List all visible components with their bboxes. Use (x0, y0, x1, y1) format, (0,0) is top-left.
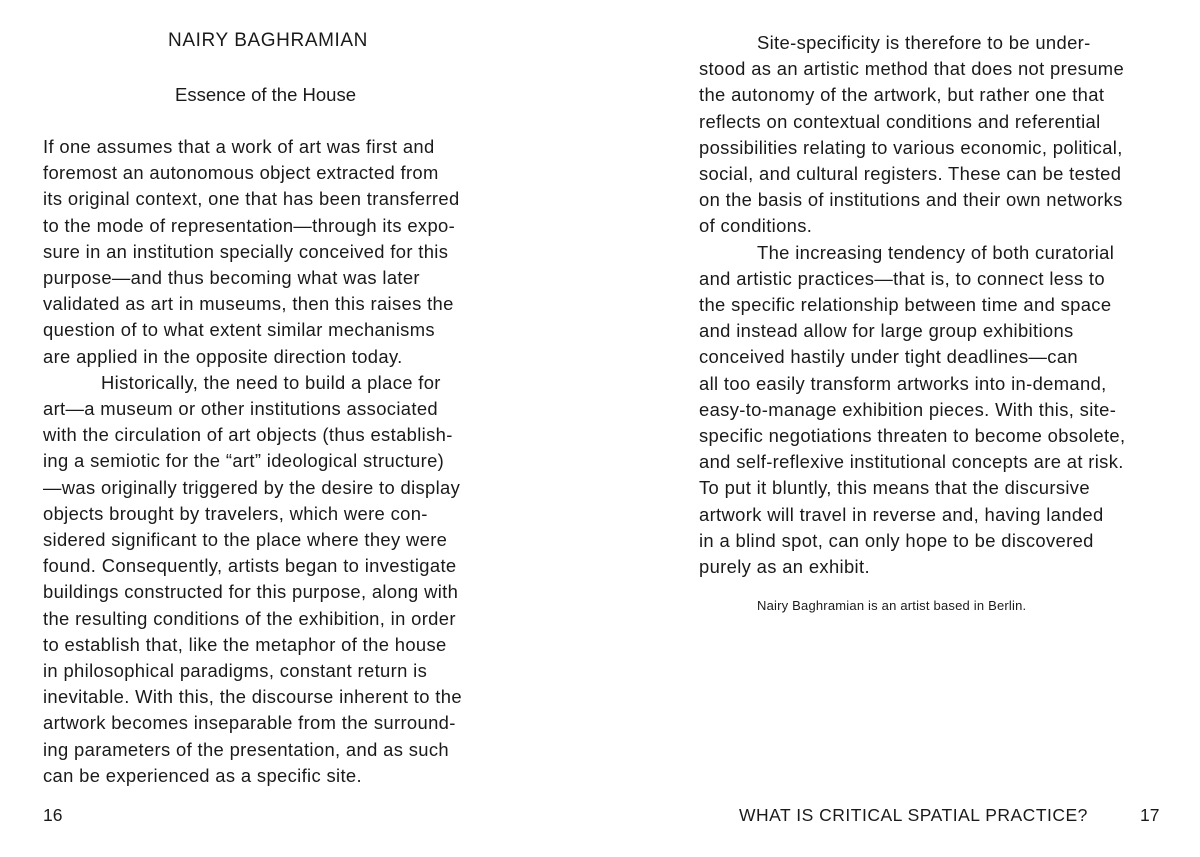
text-line: foremost an autonomous object extracted from (43, 162, 439, 184)
text-line: objects brought by travelers, which were con- (43, 502, 428, 524)
right-body-text (699, 30, 1169, 580)
text-line: easy-to-manage exhibition pieces. With this, site- (699, 398, 1117, 420)
text-line: can be experienced as a specific site. (43, 764, 362, 786)
text-line: and artistic practices—that is, to connect less to (699, 267, 1105, 289)
text-line: in philosophical paradigms, constant return is (43, 660, 428, 682)
page-number-right: 17 (1140, 805, 1160, 825)
text-line: question of to what extent similar mechanisms (43, 319, 435, 341)
text-line: purely as an exhibit. (699, 556, 870, 578)
text-line: ing a semiotic for the “art” ideological structure) (43, 450, 445, 472)
text-line: art—a museum or other institutions associated (43, 398, 438, 420)
text-line: with the circulation of art objects (thus establish- (43, 424, 453, 446)
text-line: stood as an artistic method that does not presume (699, 58, 1125, 80)
text-line: to the mode of representation—through its expo- (43, 214, 456, 236)
text-line: If one assumes that a work of art was first and (43, 136, 435, 157)
text-line: in a blind spot, can only hope to be discovered (699, 529, 1094, 551)
essay-title: Essence of the House (175, 84, 356, 105)
left-body-text (43, 134, 503, 789)
text-line: found. Consequently, artists began to investigate (43, 555, 457, 577)
text-line: all too easily transform artworks into in-demand, (699, 372, 1107, 394)
text-line: The increasing tendency of both curatorial (757, 241, 1115, 263)
text-line: reflects on contextual conditions and referential (699, 110, 1101, 132)
text-line: specific negotiations threaten to become obsolete, (699, 425, 1126, 447)
text-line: validated as art in museums, then this raises the (43, 293, 454, 315)
text-line: of conditions. (699, 215, 813, 237)
text-line: artwork becomes inseparable from the surround- (43, 712, 456, 734)
text-line: the autonomy of the artwork, but rather one that (699, 84, 1105, 106)
text-line: its original context, one that has been transferred (43, 188, 460, 210)
text-line: Historically, the need to build a place for (101, 371, 441, 393)
text-line: social, and cultural registers. These can be tested (699, 163, 1122, 185)
running-head: WHAT IS CRITICAL SPATIAL PRACTICE? (739, 805, 1088, 825)
text-line: conceived hastily under tight deadlines—can (699, 346, 1079, 368)
text-line: and self-reflexive institutional concepts are at risk. (699, 451, 1124, 473)
right-page (600, 0, 1200, 857)
text-line: Site-specificity is therefore to be under- (757, 32, 1091, 53)
text-line: the specific relationship between time and space (699, 294, 1112, 316)
text-line: inevitable. With this, the discourse inherent to the (43, 686, 462, 708)
text-line: ing parameters of the presentation, and as such (43, 738, 449, 760)
text-line: are applied in the opposite direction today. (43, 345, 403, 367)
text-line: —was originally triggered by the desire to display (43, 476, 461, 498)
author-bio: Nairy Baghramian is an artist based in Berlin. (757, 598, 1027, 613)
text-line: sure in an institution specially conceived for this (43, 240, 449, 262)
text-line: and instead allow for large group exhibitions (699, 320, 1074, 342)
text-line: To put it bluntly, this means that the discursive (699, 477, 1090, 499)
text-line: to establish that, like the metaphor of the house (43, 633, 447, 655)
text-line: buildings constructed for this purpose, along with (43, 581, 459, 603)
text-line: artwork will travel in reverse and, having landed (699, 503, 1104, 525)
text-line: on the basis of institutions and their own networks (699, 189, 1123, 211)
text-line: possibilities relating to various economic, political, (699, 136, 1123, 158)
text-line: purpose—and thus becoming what was later (43, 267, 420, 289)
page-number-left: 16 (43, 805, 63, 825)
text-line: the resulting conditions of the exhibition, in order (43, 607, 456, 629)
text-line: sidered significant to the place where they were (43, 529, 448, 551)
author-name: NAIRY BAGHRAMIAN (168, 30, 368, 51)
